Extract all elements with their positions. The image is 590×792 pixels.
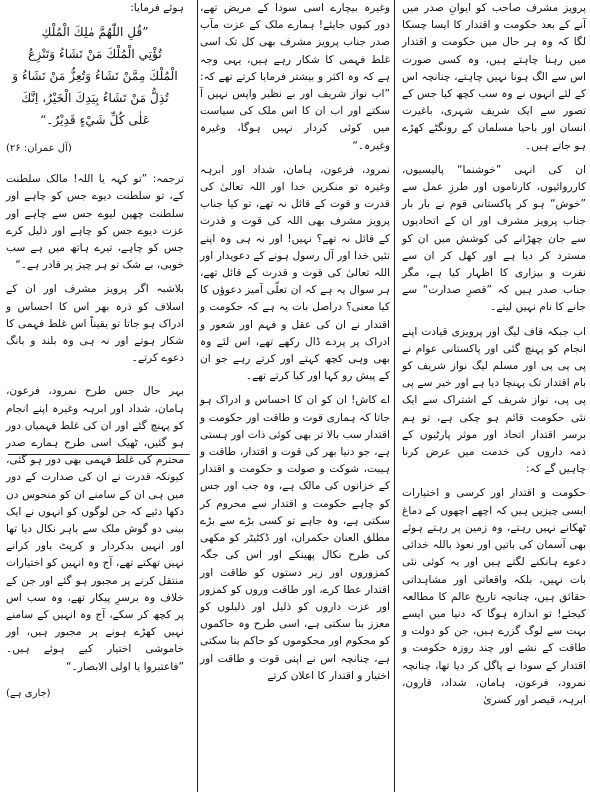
paragraph: نمرود، فرعون، ہامان، شداد اور ابرہہ وغیرہ تو منکرین خدا اور اللہ تعالیٰ کی قدرت و قوت کے قائل نہ تھے، تو کیا جناب پرویز مشرف بھی اللہ کی قوت و قدرت کے قائل نہ تھے؟ نہیں! اور نہ ہی وہ اپنے تئیں خدا اور آل رسول ہونے کے دعویدار اور اللہ تعالیٰ کی قوت و قدرت کے قائل تھے، ہر سوال یہ ہے کہ ان تعلّی آمیز دعوؤں کا کیا معنی؟ دراصل بات یہ ہے کہ حکومت و اقتدار نے ان کی عقل و فہم اور شعور و ادراک پر پردے ڈال رکھے تھے، اس لئے وہ بھی وہی کچھ کہتے اور کرتے رہے جو ان کے پیش رو کہا اور کیا کرتے تھے۔ bbox=[200, 163, 390, 383]
verse-reference: (آل عمران: ۲۶) bbox=[6, 143, 72, 155]
verse-line: الْمُلْكَ مِمَّنْ تَشَاءُ وَتُعِزُّ مَنْ تَشَاءُ وَ bbox=[12, 69, 178, 84]
verse-line: عَلٰى كُلِّ شَيْءٍ قَدِيْرٌ۔“ bbox=[40, 113, 150, 128]
paragraph: حکومت و اقتدار اور کرسی و اختیارات ایسی چیزیں ہیں کہ اچھے اچھوں کے دماغ ٹھکانے نہیں رہتے، وہ زمین پر رہتے ہوئے بھی آسمان کی باتیں اور نعوذ باللہ خدائی دعوے ہانکنے لگتے ہیں اور یہ کوئی نئی بات نہیں، بلکہ واقعاتی اور مشاہداتی حقائق ہیں، چنانچہ تاریخ عالم کا مطالعہ کیجئے! تو اندازہ ہوگا کہ دنیا میں ایسے بہت سے لوگ گزرے ہیں، جن کو دولت و طاقت کے نشے اور چند روزہ حکومت و اقتدار کے سودا نے پاگل کر دیا تھا، چنانچہ نمرود، فرعون، ہامان، شداد، قارون، ابرہہ، قیصر اور کسریٰ bbox=[402, 487, 586, 706]
continued-note: (جاری ہے) bbox=[6, 687, 51, 699]
column-left bbox=[6, 0, 184, 792]
paragraph: اب جبکہ قاف لیگ اور پرویزی قیادت اپنے انجام کو پہنچ گئی اور پاکستانی عوام نے پی پی پی اور مسلم لیگ نواز شریف کو بام اقتدار تک پہنچا دیا ہے اور خیر سے پی پی پی، نواز شریف کے اشتراک سے ایک نئی حکومت قائم ہو چکی ہے، تو ہم برسر اقتدار اتحاد اور موثر پارٹیوں کے ذمہ داروں کی خدمت میں عرض کرنا چاہیں گے کہ: bbox=[402, 325, 586, 476]
translation: ترجمہ: ”تو کہہ یا اللہ! مالک سلطنت کے، تو سلطنت دیوے جس کو چاہے اور سلطنت چھین لیوے جس سے چاہے اور عزت دیوے جس کو چاہے اور ذلیل کرے جس کو چاہے، تیرے ہاتھ میں ہے سب خوبی، بے شک تو ہر چیز پر قادر ہے۔“ bbox=[6, 173, 184, 272]
verse-line: تُذِلُّ مَنْ تَشَاءُ بِيَدِكَ الْخَيْرُ، اِنَّكَ bbox=[21, 91, 169, 106]
paragraph: بلاشبہ اگر پرویز مشرف اور ان کے اسلاف کو ذرہ بھر اس کا احساس و ادراک ہو جاتا تو یقیناً اس غلط فہمی کا شکار ہوتے اور نہ ہی وہ بلند و بانگ دعوے کرتے۔ bbox=[6, 283, 184, 365]
quran-verse bbox=[6, 21, 184, 131]
paragraph: بہر حال جس طرح نمرود، فرعون، ہامان، شداد اور ابرہہ وغیرہ اپنے انجام کو پہنچ گئے اور ان کی غلط فہمیاں دور ہو گئیں، ٹھیک اسی طرح ہمارے صدر محترم کی غلط فہمی بھی دور ہو گئی، کیونکہ قدرت نے ان کی صدارت کے دور میں ہی ان کے سامنے ان کو منحوس دن دکھا دئیے کہ جن لوگوں کو انہوں نے ایک بینی دو گوش ملک سے باہر نکال دیا تھا اور انہیں بدکردار و کرپٹ باور کرانے نہیں تھکتے تھے، آج وہ انہیں کو اختیارات منتقل کرنے پر مجبور ہو گئے اور جن کے خلاف وہ برسرِ پیکار تھے، وہ سب اس پر کچھ کر سکے، آج وہ انہیں کے سامنے نہیں کھڑے ہونے پر مجبور ہیں، اور خاموشی اختیار کیے ہوئے ہیں۔ ”فاعتبروا یا اولی الابصار۔“ bbox=[6, 385, 184, 673]
paragraph: پرویز مشرف صاحب کو ایوانِ صدر میں آنے کے بعد حکومت و اقتدار کا ایسا چسکا لگا کہ وہ ہر حال میں حکومت و اقتدار میں رہنا چاہتے ہیں، وہ کسی صورت اس سے الگ ہونا نہیں چاہتے، چنانچہ اس کے لئے انہوں نے وہ سب کچھ کیا جس کے تصور سے ایک شریف شہری، باغیرت انسان اور باحیا مسلمان کے رونگٹے کھڑے ہو جاتے ہیں۔ bbox=[402, 2, 586, 152]
verse-line: ”قُلِ اللّٰهُمَّ مٰلِكَ الْمُلْكِ bbox=[41, 25, 149, 40]
verse-line: تُؤْتِي الْمُلْكَ مَنْ تَشَاءُ وَتَنْزِعُ bbox=[28, 47, 162, 62]
column-divider bbox=[394, 0, 395, 792]
column-right bbox=[402, 0, 586, 792]
paragraph: ان کی انہی ”خوشنما“ پالیسیوں، کارروائیوں، کارناموں اور طرزِ عمل سے ”خوش“ ہو کر پاکستانی قوم نے بار بار جناب پرویز مشرف اور ان کے اتحادیوں سے جان چھڑانے کی کوشش میں ان کو مسترد کر دیا ہے اور کھل کر ان سے نفرت و بیزاری کا اظہار کیا ہے، مگر جناب صدر ہیں کہ ”قصرِ صدارت“ سے جانے کا نام نہیں لیتے۔ bbox=[402, 163, 586, 314]
paragraph: ہوئے فرمایا: bbox=[130, 2, 184, 14]
paragraph: وغیرہ بیچارے اسی سودا کے مریض تھے، دور کیوں جایئے! ہمارے ملک کے عزت مآب صدر جناب پرویز مشرف بھی کل تک اسی غلط فہمی کا شکار رہے ہیں، یہی وجہ ہے کہ وہ اکثر و بیشتر فرمایا کرتے تھے کہ: ”اب نواز شریف اور بے نظیر واپس نہیں آ سکتے اور اب ان کا اس ملک کی سیاست میں کوئی کردار نہیں ہوگا، وغیرہ وغیرہ۔“ bbox=[200, 2, 390, 152]
column-middle bbox=[200, 0, 390, 792]
paragraph: اے کاش! ان کو ان کا احساس و ادراک ہو جاتا کہ ہماری قوت و طاقت اور حکومت و اقتدار سب بالا تر بھی کوئی ذات اور ہستی ہے، جو دنیا بھر کی قوت و اقتدار، طاقت و ہیبت، شوکت و صولت و حکومت و اقتدار کے خزانوں کی مالک ہے، وہ جب اور جس کو چاہے حکومت و اقتدار سے محروم کر سکتی ہے، وہ جاہے تو کسی بڑے سے بڑے مطلق العنان حکمران، اور ڈکٹیٹر کو مکھی کی طرح نکال پھینکے اور اس کی جگہ کمزوروں اور زیر دستوں کو طاقت اور اقتدار عطا کرے، اور طاقت وروں کو کمزور اور عزت داروں کو ذلیل اور ذلیلوں کو معزز بنا سکتی ہے، اسی طرح وہ حاکموں کو محکوم اور محکوموں کو حاکم بنا سکتی ہے، چنانچہ اس نے اپنی قوت و طاقت اور اختیار و اقتدار کا اعلان کرتے bbox=[200, 394, 390, 682]
column-divider bbox=[197, 0, 198, 792]
